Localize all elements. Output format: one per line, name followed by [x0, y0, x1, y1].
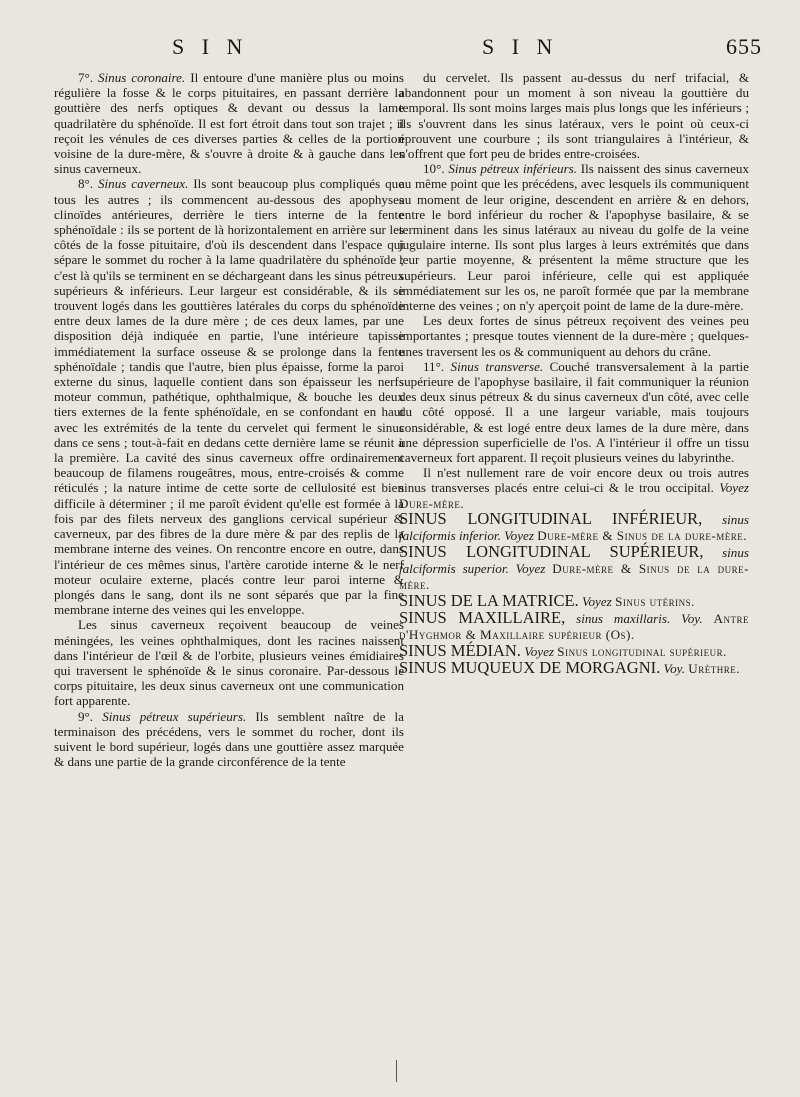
entry-headword: SINUS MUQUEUX DE MORGAGNI. [399, 657, 661, 677]
right-column [399, 70, 749, 677]
dictionary-entry [399, 508, 749, 544]
entry-headword: SINUS DE LA MATRICE. [399, 590, 579, 610]
paragraph-text: du cervelet. Ils passent au-dessus du nerf trifacial, & abandonnent pour un moment à son niveau la gouttière du temporal. Ils sont moins larges mais plus longs que les inférieurs ; ils s'ouvrent dans les sinus latéraux, vers le point où ceux-ci éprouvent une courbure ; ils sont triangulaires à l'intérieur, & n'offrent que fort peu de brides entre-croisées. [399, 70, 749, 162]
paragraph-text: Ils sont beaucoup plus compliqués que tous les autres ; ils commencent au-dessous des apophyses clinoïdes antérieures, derrière le tiers interne de la fente sphénoïdale : ils se portent de là horizontalement en arrière sur les côtés de la fosse pituitaire, d'où ils descendent dans l'espace qui sépare le sommet du rocher à la lame quadrilatère du sphénoïde ; c'est là qu'ils se terminent en se déchargeant dans les sinus pétreux supérieurs & inférieurs. Leur largeur est considérable, & ils se trouvent logés dans les gouttières latérales du corps du sphénoïde entre deux lames de la dure mère ; de ces deux lames, par une disposition déjà indiquée en partie, l'une intérieure tapisse immédiatement la surface osseuse & se prolonge dans la fente sphénoïdale ; tandis que l'autre, bien plus épaisse, forme la paroi externe du sinus, laquelle contient dans son épaisseur les nerfs moteur commun, pathétique, ophthalmique, & bouche les deux tiers externes de la fente sphénoïdale, en se confondant en haut avec les extrémités de la tente du cervelet qui ferment le sinus dans ce sens ; tout-à-fait en dedans cette dernière lame se réunit à la première. La cavité des sinus caverneux offre ordinairement beaucoup de filamens rougeâtres, mous, entre-croisés & comme réticulés ; la nature intime de cette sorte de cellulosité est bien difficile à déterminer ; il me paroît évident qu'elle est formée à la fois par des filets nerveux des ganglions cervical supérieur & caverneux, par des fibres de la dure mère & par des replis de la membrane interne des veines. On rencontre encore en outre, dans l'intérieur de ces mêmes sinus, l'artère carotide interne & le nerf moteur oculaire externe, placés contre leur paroi interne & plongés dans le sang, dont ils ne sont séparés que par la fine membrane interne des veines qui les enveloppe. [54, 176, 405, 618]
see-prefix: Voyez [504, 527, 534, 543]
entry-headword: SINUS LONGITUDINAL INFÉRIEUR, [399, 508, 703, 528]
see-prefix: Voy. [681, 610, 703, 626]
entry-headword: SINUS LONGITUDINAL SUPÉRIEUR, [399, 541, 704, 561]
see-prefix: Voyez [581, 593, 612, 609]
cross-reference: Dure-mère & Sinus de la dure-mère. [537, 527, 748, 543]
paragraph-text: Il entoure d'une manière plus ou moins régulière la fosse & le corps pituitaires, en passant derrière la gouttière des nerfs optiques & devant ou dessus la lame quadrilatère du sphénoïde. Il est fort étroit dans tout son trajet ; il reçoit les vénules de ces diverses parties & celles de la portion voisine de la dure-mère, & s'ouvre à droite & à gauche dans les sinus caverneux. [54, 70, 404, 177]
paragraph [399, 465, 749, 511]
latin-term: sinus falciformis inferior. [399, 511, 749, 543]
latin-term: sinus falciformis superior. [399, 544, 749, 576]
dictionary-entry [399, 657, 749, 677]
paragraph [54, 709, 404, 770]
cross-reference: Sinus utérins. [615, 593, 695, 609]
cross-reference: Dure-mère & Sinus de la dure-mère. [399, 560, 749, 592]
column-divider [396, 1060, 397, 1082]
paragraph-number: 10°. [423, 161, 445, 177]
paragraph-number: 11°. [423, 358, 445, 374]
see-prefix: Voy. [663, 660, 686, 676]
dictionary-entry [399, 541, 749, 593]
sinus-name: Sinus transverse. [450, 358, 544, 374]
paragraph-text: Les deux fortes de sinus pétreux reçoivent des veines peu importantes ; presque toutes viennent de la dure-mère ; quelques-unes traversent les os & communiquent au dehors du crâne. [399, 313, 749, 359]
cross-reference: Sinus longitudinal supérieur. [557, 643, 727, 659]
cross-reference: Antre d'Hyghmor & Maxillaire supérieur (Os). [399, 610, 749, 642]
paragraph-text: Ils naissent des sinus caverneux au même point que les précédens, avec lesquels ils communiquent au moment de leur origine, descendent en arrière & en dehors, entre le bord inférieur du rocher & l'apophyse basilaire, & se terminent dans les sinus latéraux au niveau du golfe de la veine jugulaire interne. Ils sont plus larges à leurs extrémités que dans leur partie moyenne, & présentent la même structure que les supérieurs. Leur paroi inférieure, celle qui est appliquée immédiatement sur les os, ne paroît formée que par la membrane interne des veines ; on n'y aperçoit point de lame de la dure-mère. [399, 161, 750, 314]
paragraph-text: Les sinus caverneux reçoivent beaucoup de veines méningées, les veines ophthalmiques, dont les racines naissent dans l'intérieur de l'œil & de l'orbite, plusieurs veines émidiaires qui traversent le sphénoïde & le sinus coronaire. Par-dessous le corps pituitaire, les deux sinus caverneux ont une communication fort apparente. [54, 617, 404, 709]
see-prefix: Voyez [515, 560, 546, 576]
paragraph [54, 70, 404, 176]
left-column [54, 70, 404, 769]
latin-term: sinus maxillaris. [576, 610, 671, 626]
dictionary-entry [399, 607, 749, 643]
paragraph-text: Couché transversalement à la partie supérieure de l'apophyse basilaire, il fait communiquer la réunion des deux sinus pétreux & du sinus caverneux d'un côté, avec celle du côté opposé. Il a une largeur variable, mais toujours considérable, & est logé entre deux lames de la dure mère, dans une dépression superficielle de l'os. A l'intérieur il offre un tissu caverneux fort apparent. Il reçoit plusieurs veines du labyrinthe. [399, 358, 749, 466]
see-prefix: Voyez [719, 480, 749, 496]
sinus-name: Sinus pétreux inférieurs. [448, 161, 578, 177]
paragraph-number: 7°. [78, 70, 94, 85]
cross-reference: Dure-mère. [399, 495, 465, 511]
sinus-name: Sinus pétreux supérieurs. [102, 708, 247, 724]
sinus-name: Sinus caverneux. [97, 176, 189, 192]
paragraph [399, 359, 749, 465]
paragraph [399, 313, 749, 359]
running-head-right: S I N [482, 34, 559, 59]
sinus-name: Sinus coronaire. [98, 70, 186, 85]
see-prefix: Voyez [524, 643, 555, 659]
paragraph-number: 8°. [78, 176, 94, 192]
paragraph [399, 70, 749, 161]
paragraph [54, 176, 404, 617]
entry-headword: SINUS MAXILLAIRE, [399, 607, 566, 627]
entry-headword: SINUS MÉDIAN. [399, 640, 521, 660]
paragraph [399, 161, 749, 313]
paragraph-text: Ils semblent naître de la terminaison des précédens, vers le sommet du rocher, dont ils suivent le bord supérieur, logés dans une gouttière assez marquée & dans une partie de la grande circonférence de la tente [54, 708, 404, 770]
running-head-left: S I N [172, 34, 249, 59]
paragraph-number: 9°. [78, 708, 94, 724]
paragraph [54, 617, 404, 708]
cross-reference: Urèthre. [688, 660, 741, 676]
paragraph-text: Il n'est nullement rare de voir encore deux ou trois autres sinus transverses placés entre celui-ci & le trou occipital. [399, 465, 749, 496]
page-number: 655 [726, 34, 762, 59]
